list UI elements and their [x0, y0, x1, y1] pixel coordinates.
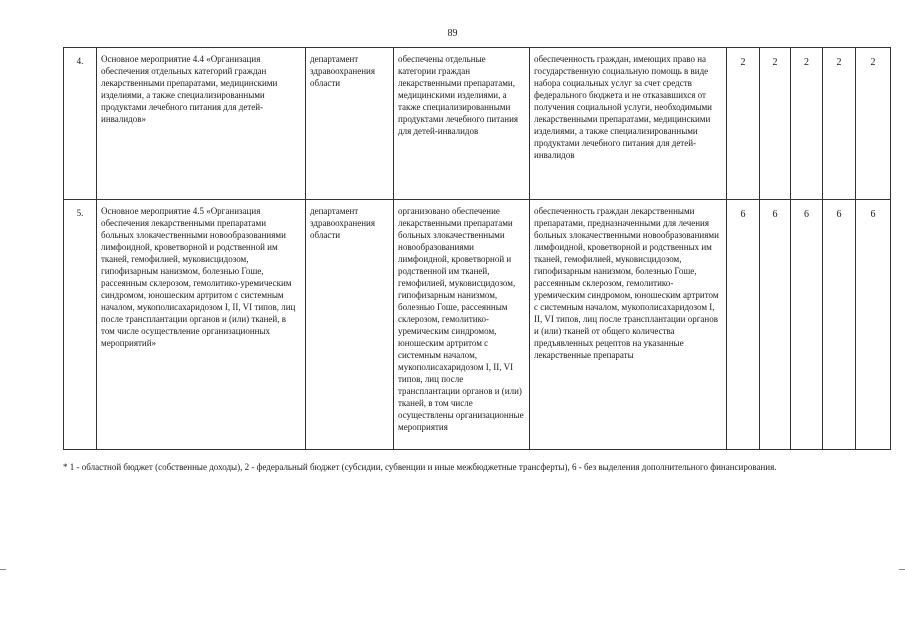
funding-value-cell: 2: [791, 48, 823, 200]
page-number: 89: [447, 28, 458, 39]
row-number: 4.: [64, 48, 97, 200]
result-cell: обеспечены отдельные категории граждан лекарственными препаратами, медицинскими изделиями, а также специализированными продуктами лечебного питания для детей-инвалидов: [394, 48, 530, 200]
funding-value-cell: 2: [727, 48, 760, 200]
funding-value-cell: 2: [760, 48, 791, 200]
program-activities-table: [63, 47, 891, 450]
activity-cell: Основное мероприятие 4.5 «Организация обеспечения лекарственными препаратами больных злокачественными новообразованиями лимфоидной, кроветворной и родственной им тканей, гемофилией, муковисцидозом, гипофизарным нанизмом, болезнью Гоше, рассеянным склерозом, гемолитико-уремическим синдромом, юношеским артритом с системным началом, мукополисахаридозом I, II, VI типов, лиц после трансплантации органов и (или) тканей, в том числе осуществление организационных мероприятий»: [97, 200, 306, 450]
table-row: [64, 48, 891, 200]
activity-cell: Основное мероприятие 4.4 «Организация обеспечения отдельных категорий граждан лекарственными препаратами, медицинскими изделиями, а также специализированными продуктами лечебного питания для детей-инвалидов»: [97, 48, 306, 200]
result-cell: организовано обеспечение лекарственными препаратами больных злокачественными новообразованиями лимфоидной, кроветворной и родственной им тканей, гемофилией, муковисцидозом, гипофизарным нанизмом, болезнью Гоше, рассеянным склерозом, гемолитико-уремическим синдромом, юношеским артритом с системным началом, мукополисахаридозом I, II, VI типов, лиц после трансплантации органов и (или) тканей, в том числе осуществлены организационные мероприятия: [394, 200, 530, 450]
scan-edge-mark: [899, 569, 905, 570]
scan-edge-mark: [0, 569, 6, 570]
funding-value-cell: 2: [823, 48, 856, 200]
funding-value-cell: 6: [727, 200, 760, 450]
funding-value-cell: 6: [823, 200, 856, 450]
indicator-cell: обеспеченность граждан лекарственными препаратами, предназначенными для лечения больных злокачественными новообразованиями лимфоидной, кроветворной и родственных им тканей, гемофилией, муковисцидозом, гипофизарным нанизмом, болезнью Гоше, рассеянным склерозом, гемолитико-уремическим синдромом, юношеским артритом с системным началом, мукополисахаридозом I, II, VI типов, лиц после трансплантации органов и (или) тканей от общего количества предъявленных рецептов на указанные лекарственные препараты: [530, 200, 727, 450]
footnote: * 1 - областной бюджет (собственные доходы), 2 - федеральный бюджет (субсидии, субвенции и иные межбюджетные трансферты), 6 - без выделения дополнительного финансирования.: [63, 462, 777, 472]
funding-value-cell: 6: [760, 200, 791, 450]
funding-value-cell: 6: [791, 200, 823, 450]
indicator-cell: обеспеченность граждан, имеющих право на государственную социальную помощь в виде набора социальных услуг за счет средств федерального бюджета и не отказавшихся от получения социальной услуги, необходимыми лекарственными препаратами, медицинскими изделиями, а также специализированными продуктами лечебного питания для детей-инвалидов: [530, 48, 727, 200]
funding-value-cell: 2: [856, 48, 891, 200]
executor-cell: департамент здравоохранения области: [306, 48, 394, 200]
executor-cell: департамент здравоохранения области: [306, 200, 394, 450]
row-number: 5.: [64, 200, 97, 450]
table-row: [64, 200, 891, 450]
funding-value-cell: 6: [856, 200, 891, 450]
